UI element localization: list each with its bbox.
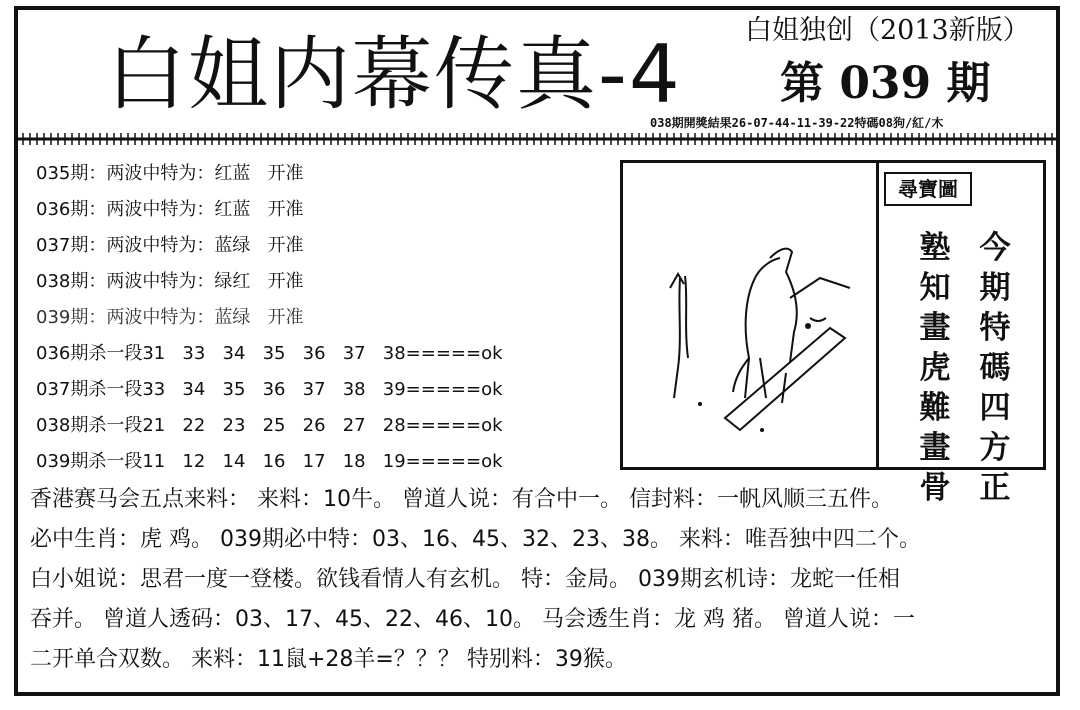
list-item: 036期：两波中特为：红蓝 开准	[36, 199, 304, 220]
last-draw-result: 038期開獎結果26-07-44-11-39-22特碼08狗/紅/木	[650, 116, 944, 130]
paragraph-line: 二开单合双数。 来料：11鼠+28羊=？？？ 特别料：39猴。	[30, 647, 627, 672]
list-item: 039期杀一段11 12 14 16 17 18 19=====ok	[36, 451, 503, 472]
page-title: 白姐内幕传真-4	[106, 28, 682, 121]
list-item: 039期：两波中特为：蓝绿 开准	[36, 307, 304, 328]
riddle-line-1: 今 期 特 碼 四 方 正	[979, 230, 1011, 506]
paragraph-line: 白小姐说：思君一度一登楼。欲钱看情人有玄机。 特：金局。 039期玄机诗：龙蛇一任相	[30, 567, 900, 592]
list-item: 038期：两波中特为：绿红 开准	[36, 271, 304, 292]
list-item: 035期：两波中特为：红蓝 开准	[36, 163, 304, 184]
issue-number: 第 039 期	[780, 58, 991, 109]
riddle-line-2: 塾 知 畫 虎 難 畫 骨	[919, 230, 951, 506]
paragraph-line: 必中生肖：虎 鸡。 039期必中特：03、16、45、32、23、38。 来料：唯吾独中四二个。	[30, 527, 921, 552]
list-item: 037期：两波中特为：蓝绿 开准	[36, 235, 304, 256]
paragraph-line: 香港赛马会五点来料： 来料：10牛。 曾道人说：有合中一。 信封料：一帆风顺三五件。	[30, 487, 893, 512]
panel-divider	[876, 163, 879, 467]
edition-label: 白姐独创（2013新版）	[745, 15, 1030, 46]
prediction-list	[36, 156, 616, 480]
paragraph-line: 吞并。 曾道人透码：03、17、45、22、46、10。 马会透生肖：龙 鸡 猪。 曾道人说：一	[30, 607, 915, 632]
wolf-illustration	[630, 168, 870, 464]
list-item: 037期杀一段33 34 35 36 37 38 39=====ok	[36, 379, 503, 400]
tips-paragraph	[30, 480, 1054, 680]
list-item: 036期杀一段31 33 34 35 36 37 38=====ok	[36, 343, 503, 364]
decorative-rule	[14, 131, 1058, 147]
treasure-map-label: 尋寶圖	[884, 172, 972, 206]
list-item: 038期杀一段21 22 23 25 26 27 28=====ok	[36, 415, 503, 436]
